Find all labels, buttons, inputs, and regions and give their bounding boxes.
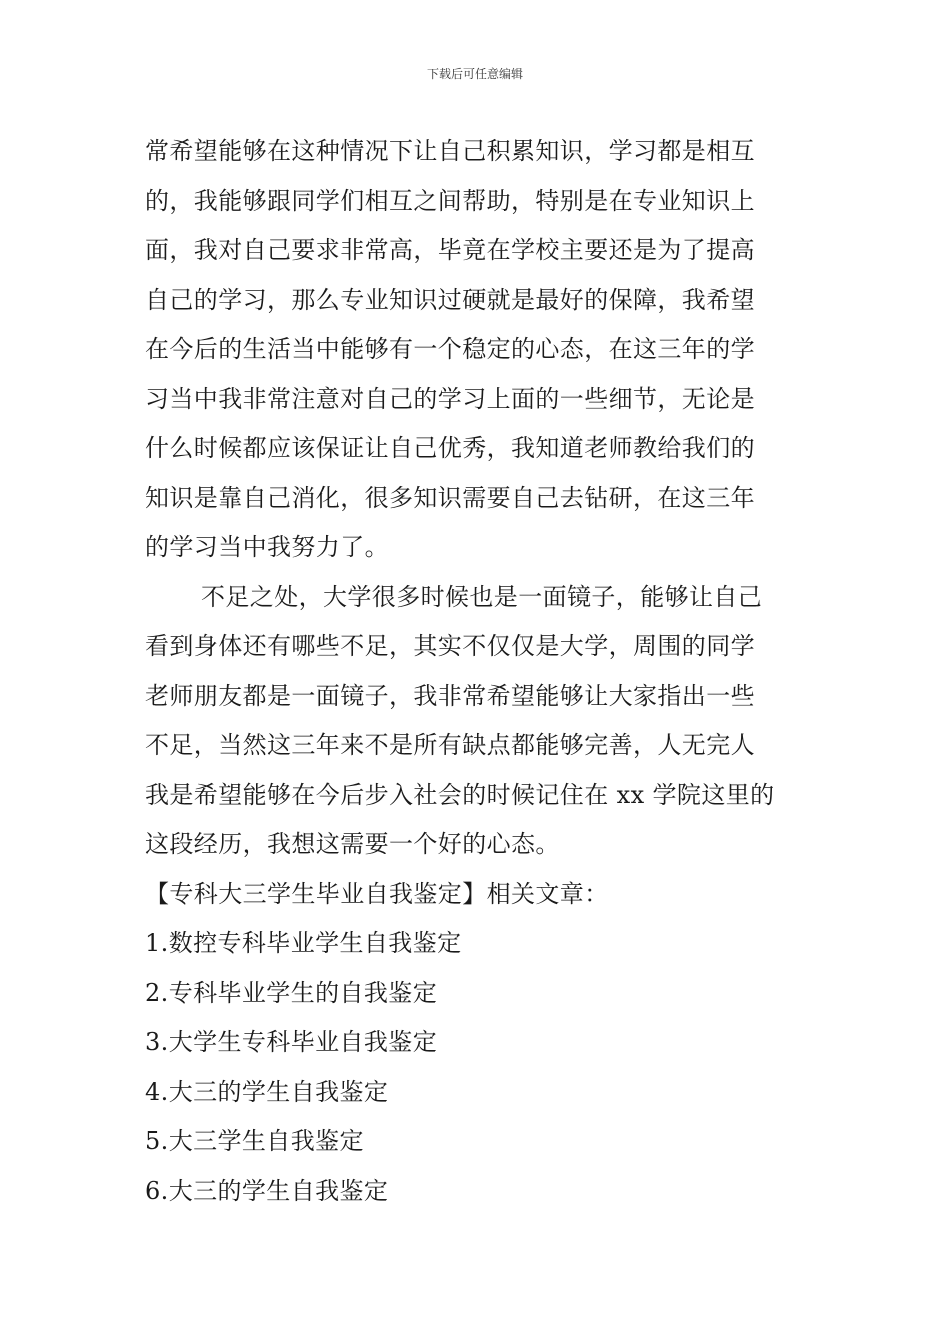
related-article-item: 3.大学生专科毕业自我鉴定 xyxy=(145,1028,438,1056)
related-article-item: 4.大三的学生自我鉴定 xyxy=(145,1077,389,1106)
text-line: 在今后的生活当中能够有一个稳定的心态，在这三年的学 xyxy=(145,335,755,363)
text-line: 的学习当中我努力了。 xyxy=(145,533,389,561)
related-article-item: 5.大三学生自我鉴定 xyxy=(145,1127,364,1155)
related-article-item: 6.大三的学生自我鉴定 xyxy=(145,1176,389,1205)
text-line: 老师朋友都是一面镜子，我非常希望能够让大家指出一些 xyxy=(145,681,755,710)
text-line: 知识是靠自己消化，很多知识需要自己去钻研，在这三年 xyxy=(145,483,755,512)
text-line: 不足，当然这三年来不是所有缺点都能够完善，人无完人 xyxy=(145,731,755,759)
related-heading: 【专科大三学生毕业自我鉴定】相关文章： xyxy=(145,879,609,908)
text-line: 这段经历，我想这需要一个好的心态。 xyxy=(145,830,560,858)
paragraph-2 xyxy=(145,573,810,870)
text-line: 习当中我非常注意对自己的学习上面的一些细节，无论是 xyxy=(145,384,755,413)
text-line: 看到身体还有哪些不足，其实不仅仅是大学，周围的同学 xyxy=(145,632,755,660)
page-header: 下载后可任意编辑 xyxy=(426,67,523,81)
paragraph-1 xyxy=(145,127,810,573)
text-line: 什么时候都应该保证让自己优秀，我知道老师教给我们的 xyxy=(145,434,755,462)
document-body xyxy=(145,127,810,1216)
related-articles xyxy=(145,870,810,1217)
related-article-item: 1.数控专科毕业学生自我鉴定 xyxy=(145,929,462,957)
text-line: 常希望能够在这种情况下让自己积累知识，学习都是相互 xyxy=(145,137,755,165)
text-line: 的，我能够跟同学们相互之间帮助，特别是在专业知识上 xyxy=(145,186,755,215)
text-line: 我是希望能够在今后步入社会的时候记住在 xx 学院这里的 xyxy=(145,780,775,809)
text-line: 不足之处，大学很多时候也是一面镜子，能够让自己 xyxy=(201,582,763,611)
text-line: 面，我对自己要求非常高，毕竟在学校主要还是为了提高 xyxy=(145,236,755,264)
text-line: 自己的学习，那么专业知识过硬就是最好的保障，我希望 xyxy=(145,285,755,314)
related-article-item: 2.专科毕业学生的自我鉴定 xyxy=(145,978,438,1007)
